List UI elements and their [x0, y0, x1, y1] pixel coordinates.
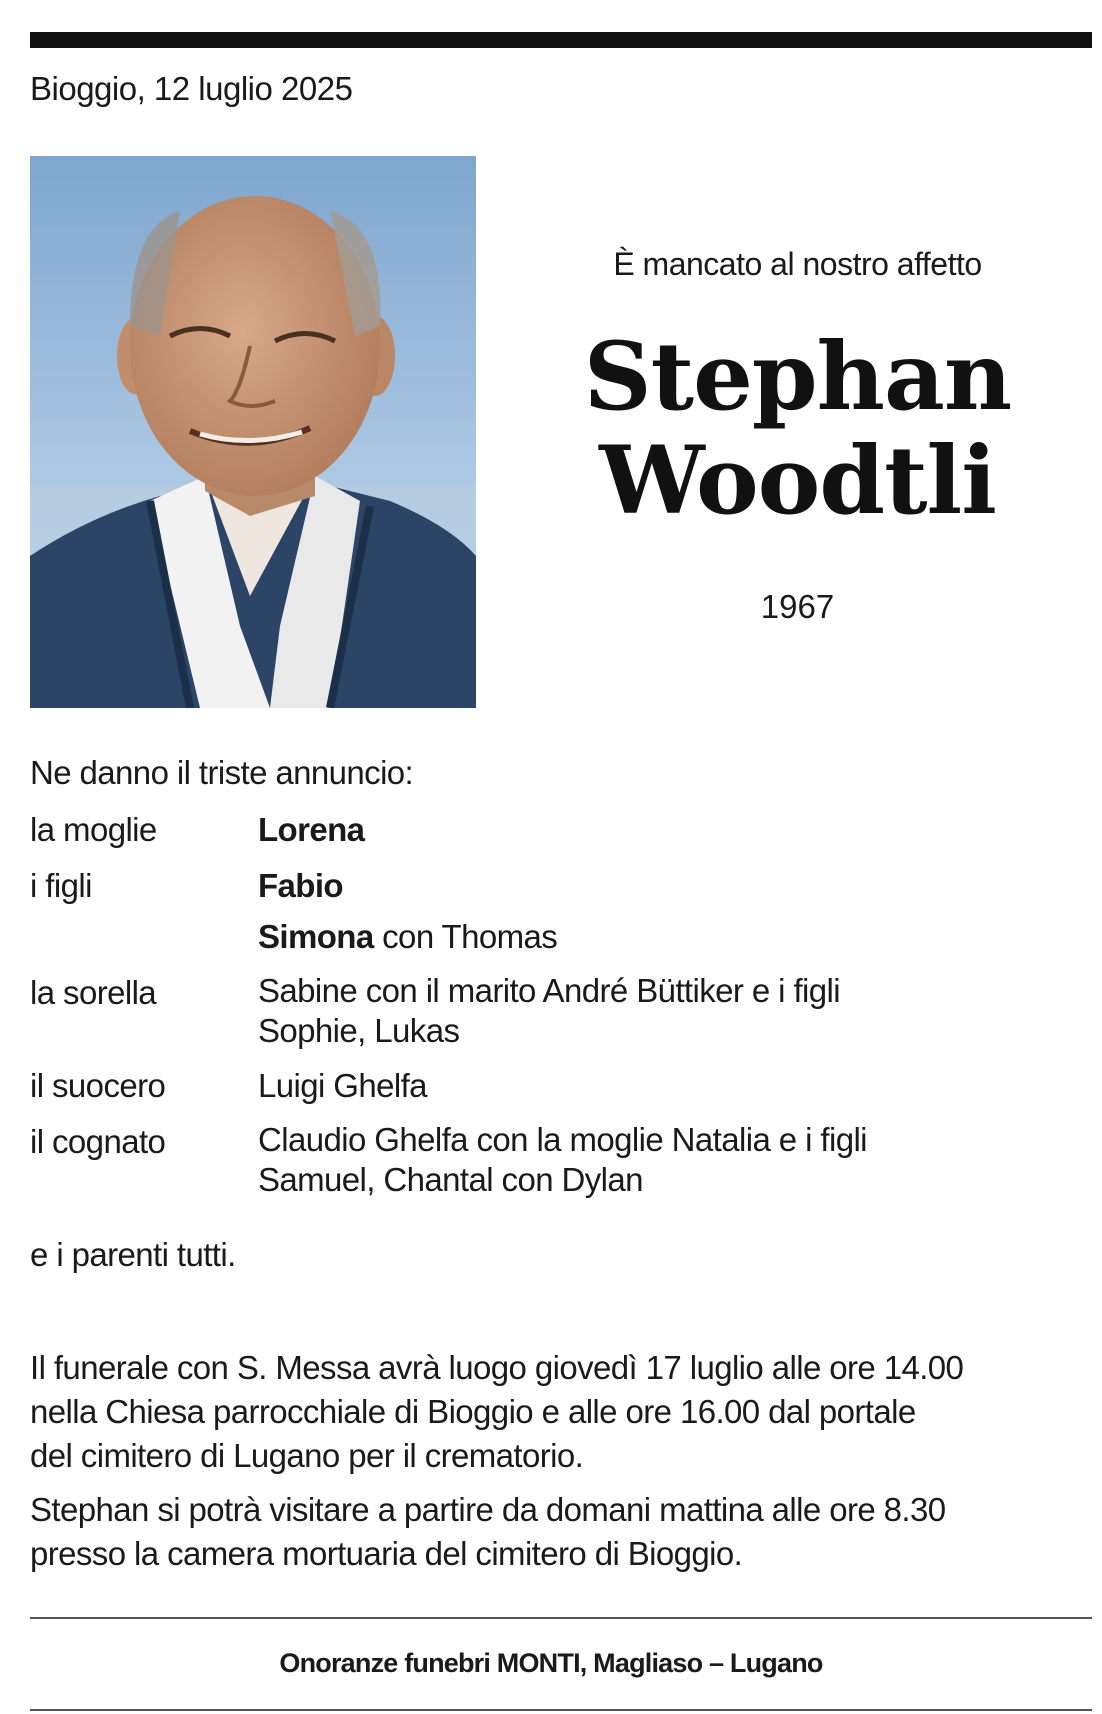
family-detail: Sophie, Lukas: [258, 1012, 460, 1049]
family-row-father-in-law: [30, 1064, 1090, 1107]
family-detail: Samuel, Chantal con Dylan: [258, 1161, 643, 1198]
family-companion: con Thomas: [373, 918, 558, 955]
family-row-wife: [30, 808, 1090, 851]
footer-rule-top: [30, 1617, 1092, 1619]
family-detail: Sabine con il marito André Büttiker e i figli: [258, 972, 840, 1009]
family-row-sister: [30, 971, 1090, 1051]
deceased-name: [520, 322, 1075, 536]
funeral-details: [30, 1346, 1090, 1478]
family-list: [30, 808, 1090, 1213]
relation-label: il suocero: [30, 1067, 166, 1104]
funeral-line: nella Chiesa parrocchiale di Bioggio e alle ore 16.00 dal portale: [30, 1393, 916, 1430]
visitation-line: Stephan si potrà visitare a partire da domani mattina alle ore 8.30: [30, 1491, 946, 1528]
place-date: Bioggio, 12 luglio 2025: [30, 70, 353, 107]
announcement-heading: Ne danno il triste annuncio:: [30, 754, 414, 791]
top-rule: [30, 32, 1092, 48]
visitation-line: presso la camera mortuaria del cimitero di Bioggio.: [30, 1535, 743, 1572]
relation-label: la sorella: [30, 974, 157, 1011]
funeral-home: Onoranze funebri MONTI, Magliaso – Lugano: [279, 1648, 823, 1678]
relation-label: i figli: [30, 867, 92, 904]
family-row-children: [30, 864, 1090, 958]
funeral-line: del cimitero di Lugano per il crematorio.: [30, 1437, 584, 1474]
family-name: Lorena: [258, 811, 365, 848]
intro-text: È mancato al nostro affetto: [613, 246, 982, 282]
footer-rule-bottom: [30, 1709, 1092, 1711]
family-name: Fabio: [258, 867, 343, 904]
relation-label: il cognato: [30, 1123, 166, 1160]
relation-label: la moglie: [30, 811, 157, 848]
family-row-brother-in-law: [30, 1120, 1090, 1200]
family-name: Simona: [258, 918, 374, 955]
funeral-line: Il funerale con S. Messa avrà luogo giovedì 17 luglio alle ore 14.00: [30, 1349, 964, 1386]
birth-year: 1967: [760, 588, 835, 625]
last-name: Woodtli: [599, 426, 996, 536]
closing-line: e i parenti tutti.: [30, 1236, 236, 1273]
family-detail: Claudio Ghelfa con la moglie Natalia e i figli: [258, 1121, 867, 1158]
portrait-photo: [30, 156, 476, 708]
first-name: Stephan: [583, 322, 1012, 432]
visitation-details: [30, 1488, 1090, 1576]
family-name: Luigi Ghelfa: [258, 1067, 427, 1104]
